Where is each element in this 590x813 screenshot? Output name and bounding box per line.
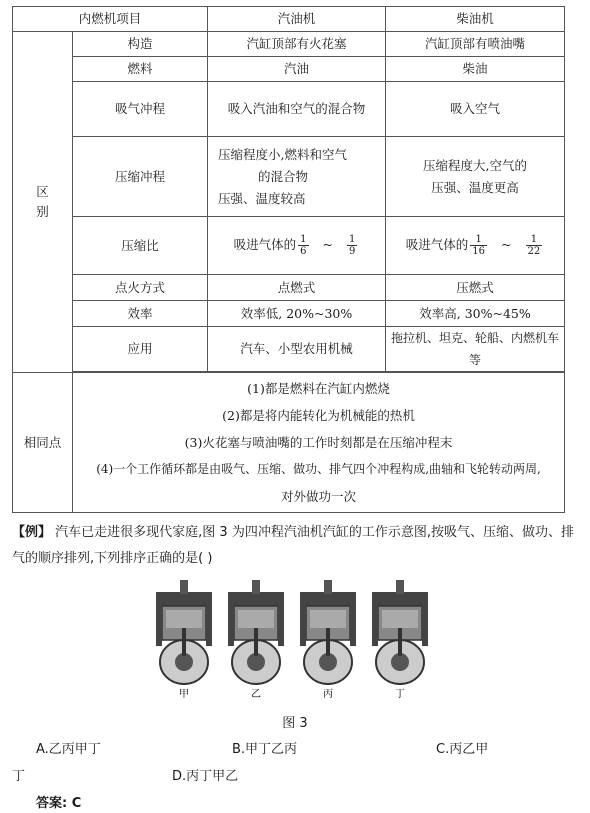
table-row — [13, 137, 565, 217]
row-item: 点火方式 — [73, 275, 208, 301]
gasoline-line: 压强、温度较高 — [218, 190, 306, 206]
engine-figure — [150, 580, 450, 700]
row-item: 构造 — [73, 32, 208, 57]
same-label: 相同点 — [13, 373, 73, 513]
header-item: 内燃机项目 — [13, 7, 208, 32]
fraction-num: 1 — [349, 234, 356, 245]
row-gasoline: 汽缸顶部有火花塞 — [208, 32, 386, 57]
same-line: 对外做功一次 — [281, 489, 357, 504]
row-gasoline: 汽车、小型农用机械 — [208, 327, 386, 372]
option-c[interactable]: C.丙乙甲 — [436, 742, 489, 757]
engine-cylinder-yi — [228, 580, 284, 684]
example-text: 汽车已走进很多现代家庭,图 3 为四冲程汽油机汽缸的工作示意图,按吸气、压缩、做功、排气的顺序排列,下列排序正确的是( ) — [12, 525, 574, 566]
row-item: 吸气冲程 — [73, 82, 208, 137]
row-diesel: 效率高, 30%~45% — [386, 301, 565, 327]
fraction-den: 6 — [300, 246, 307, 257]
figure-label: 丙 — [323, 689, 333, 700]
row-gasoline: 效率低, 20%~30% — [208, 301, 386, 327]
row-diesel: 柴油 — [386, 57, 565, 82]
fraction-num: 1 — [470, 234, 487, 246]
row-gasoline — [208, 137, 386, 217]
row-diesel: 吸入空气 — [386, 82, 565, 137]
same-line: (3)火花塞与喷油嘴的工作时刻都是在压缩冲程末 — [184, 435, 453, 450]
row-diesel: 汽缸顶部有喷油嘴 — [386, 32, 565, 57]
same-row — [13, 373, 565, 513]
engine-cylinder-jia — [156, 580, 212, 684]
fraction — [347, 234, 357, 257]
gasoline-line: 压缩程度小,燃料和空气 — [218, 146, 347, 162]
table-row — [13, 57, 565, 82]
engine-cylinder-ding — [372, 580, 428, 684]
ratio-prefix: 吸进气体的 — [233, 237, 297, 252]
row-gasoline — [208, 82, 386, 137]
option-c-wrap: 丁 — [12, 769, 26, 784]
ratio-diesel — [386, 217, 565, 275]
table-row — [13, 32, 565, 57]
diff-label — [13, 32, 73, 373]
row-gasoline-text: 吸入汽油和空气的混合物 — [227, 101, 366, 116]
fraction — [298, 234, 308, 257]
table-row — [13, 217, 565, 275]
same-line: (2)都是将内能转化为机械能的热机 — [222, 408, 415, 423]
fraction — [526, 234, 543, 257]
row-item: 压缩比 — [73, 217, 208, 275]
row-item: 应用 — [73, 327, 208, 372]
fraction-num: 1 — [526, 234, 543, 246]
row-gasoline: 点燃式 — [208, 275, 386, 301]
row-diesel — [386, 137, 565, 217]
comparison-table-container — [12, 6, 564, 513]
fraction-den: 16 — [472, 246, 486, 257]
ratio-gasoline — [208, 217, 386, 275]
same-line: (1)都是燃料在汽缸内燃烧 — [247, 381, 390, 396]
fraction — [470, 234, 487, 257]
row-diesel: 拖拉机、坦克、轮船、内燃机车等 — [386, 327, 565, 372]
engine-cylinder-bing — [300, 580, 356, 684]
row-gasoline: 汽油 — [208, 57, 386, 82]
option-b[interactable]: B.甲丁乙丙 — [232, 742, 298, 757]
table-row — [13, 327, 565, 372]
ratio-prefix: 吸进气体的 — [405, 237, 469, 252]
same-content — [73, 373, 565, 513]
tilde: ~ — [322, 237, 334, 252]
table-row — [13, 275, 565, 301]
comparison-table — [12, 6, 565, 513]
figure-label: 丁 — [395, 689, 405, 700]
diff-label-text: 区别 — [36, 184, 49, 219]
figure-label: 乙 — [251, 689, 261, 700]
example-tag: 【例】 — [12, 525, 52, 540]
figure-label: 甲 — [179, 689, 189, 700]
fraction-den: 22 — [527, 246, 541, 257]
row-item: 压缩冲程 — [73, 137, 208, 217]
header-diesel: 柴油机 — [386, 7, 565, 32]
gasoline-line: 的混合物 — [258, 168, 309, 184]
same-line: (4)一个工作循环都是由吸气、压缩、做功、排气四个冲程构成,曲轴和飞轮转动两周, — [96, 462, 541, 476]
table-row — [13, 82, 565, 137]
example-question — [12, 520, 578, 572]
header-gasoline: 汽油机 — [208, 7, 386, 32]
table-header-row — [13, 7, 565, 32]
diesel-line: 压缩程度大,空气的 — [423, 157, 527, 173]
row-item: 效率 — [73, 301, 208, 327]
row-diesel: 压燃式 — [386, 275, 565, 301]
fraction-den: 9 — [349, 246, 356, 257]
fraction-num: 1 — [300, 234, 307, 245]
figure-caption: 图 3 — [282, 716, 308, 731]
option-d[interactable]: D.丙丁甲乙 — [172, 769, 239, 784]
table-row — [13, 301, 565, 327]
row-item: 燃料 — [73, 57, 208, 82]
answer: 答案: C — [36, 796, 82, 811]
diesel-line: 压强、温度更高 — [431, 179, 519, 195]
tilde: ~ — [501, 237, 512, 252]
option-a[interactable]: A.乙丙甲丁 — [36, 742, 101, 757]
